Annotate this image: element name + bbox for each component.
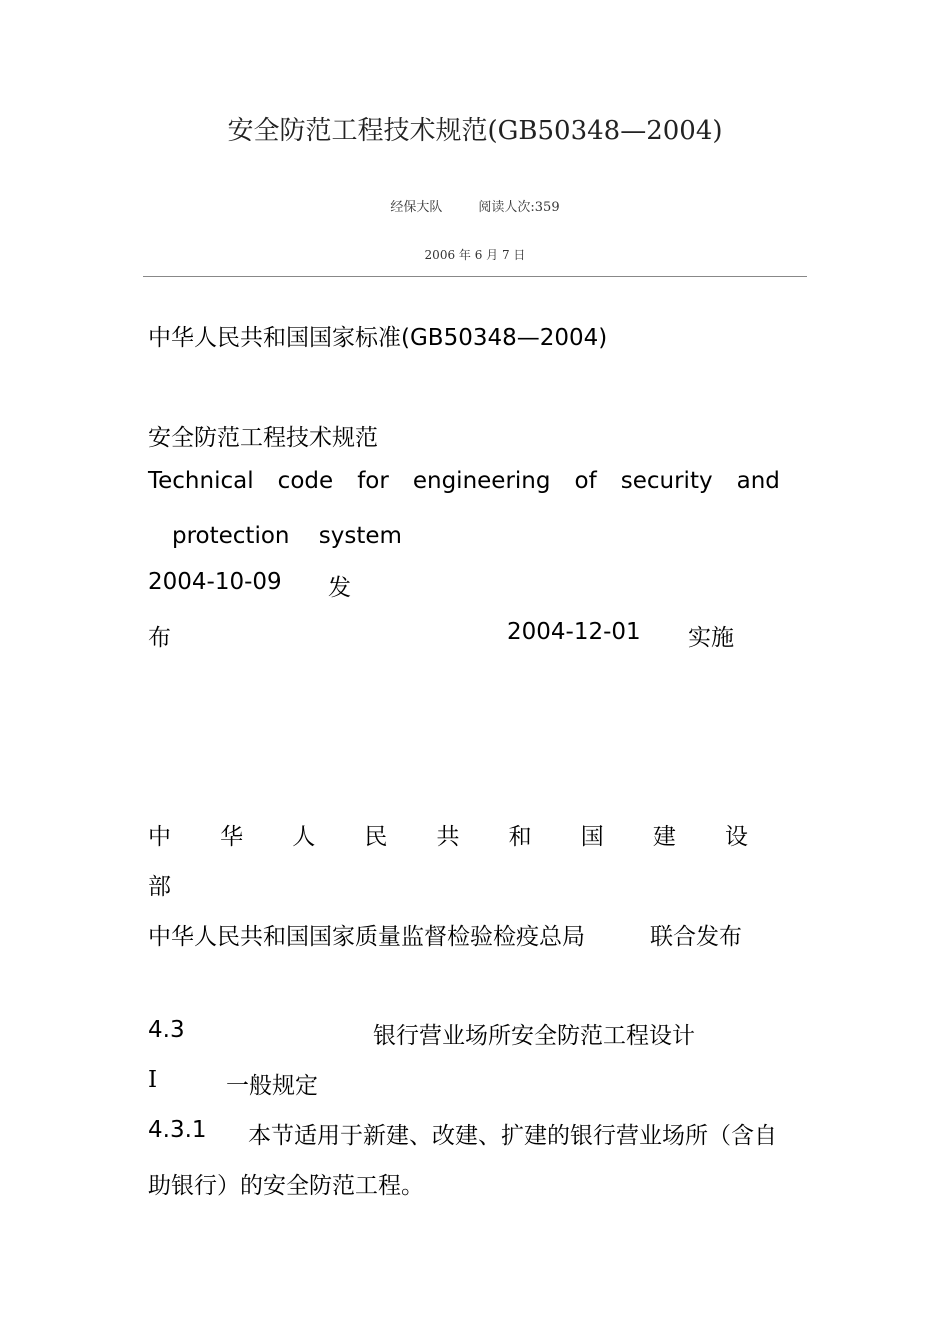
issue-label-2: 布 [148,625,171,651]
header-divider [143,276,807,277]
ministry-char: 华 [220,824,244,850]
en-word: for [357,468,389,494]
en-word: and [736,468,780,494]
ministry-char: 建 [652,824,676,850]
en-word: of [574,468,597,494]
en-word: engineering [412,468,551,494]
publish-date: 2006 年 6 月 7 日 [424,248,526,262]
ministry-char: 人 [292,824,316,850]
ministry-tail: 部 [148,874,171,900]
en-title-line-1 [148,468,780,494]
ministry-char: 国 [580,824,604,850]
en-title-line-2: protection system [172,523,402,549]
en-word: security [620,468,713,494]
article-meta [0,196,950,215]
clause-number: 4.3.1 [148,1117,207,1143]
ministry-line [148,818,748,851]
clause-text-line-1: 本节适用于新建、改建、扩建的银行营业场所（含自 [248,1123,777,1149]
cn-title: 安全防范工程技术规范 [148,425,378,451]
issue-date: 2004-10-09 [148,569,282,595]
document-title: 安全防范工程技术规范(GB50348—2004) [227,116,723,146]
ministry-char: 共 [436,824,460,850]
national-standard: 中华人民共和国国家标准(GB50348—2004) [148,325,608,351]
ministry-char: 设 [725,824,748,850]
joint-release: 联合发布 [650,924,742,950]
issue-label-1: 发 [328,575,351,601]
en-word: code [277,468,334,494]
ministry-char: 和 [508,824,532,850]
clause-text-line-2: 助银行）的安全防范工程。 [148,1173,424,1199]
section-number: 4.3 [148,1017,185,1043]
section-title: 银行营业场所安全防范工程设计 [373,1023,695,1049]
effective-label: 实施 [688,625,734,651]
ministry-char: 民 [364,824,388,850]
effective-date: 2004-12-01 [507,619,641,645]
subsection-title: 一般规定 [226,1073,318,1099]
read-count: 阅读人次:359 [478,200,560,215]
bureau-name: 中华人民共和国国家质量监督检验检疫总局 [148,924,585,950]
en-word: Technical [148,468,254,494]
source-label: 经保大队 [390,200,443,215]
subsection-number: I [148,1067,158,1093]
ministry-char: 中 [148,824,171,850]
